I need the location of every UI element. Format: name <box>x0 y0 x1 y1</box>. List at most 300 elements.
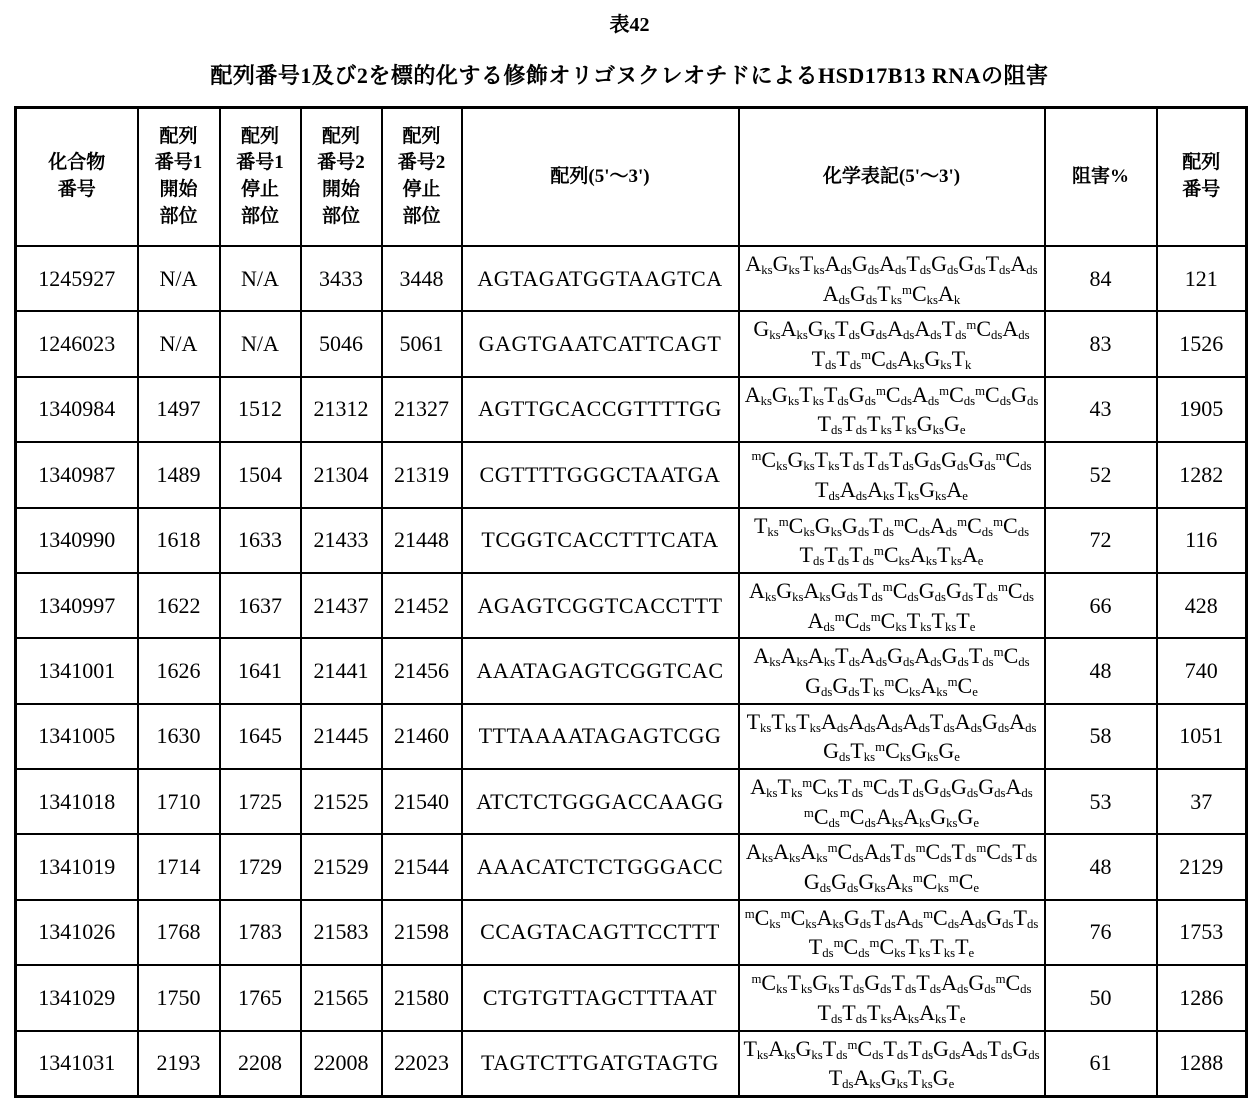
chemistry-token: $T_{ks}$ <box>891 411 917 438</box>
chemistry-token: $T_{ds}$ <box>838 774 864 801</box>
seq1-stop-cell: 1729 <box>220 834 301 899</box>
chemistry-token: $^mC_{ks}$ <box>744 904 781 931</box>
seq1-stop-cell: 1633 <box>220 508 301 573</box>
header-sequence: 配列(5'〜3') <box>462 108 739 247</box>
chemistry-token: $T_{ks}$ <box>777 774 803 801</box>
chemistry-token: $A_{ds}$ <box>859 643 888 670</box>
chemistry-token: $T_{ks}$ <box>930 934 956 961</box>
chemistry-token: $G_{ks}$ <box>919 476 947 503</box>
seq2-stop-cell: 21540 <box>382 769 462 834</box>
chemistry-token: $T_e$ <box>956 607 976 634</box>
chemistry-token: $G_{ds}$ <box>945 577 974 605</box>
seq2-start-cell: 21433 <box>301 508 382 573</box>
chemistry-token: $^mC_e$ <box>947 672 978 700</box>
chemistry-token: $A_{ds}$ <box>879 251 907 278</box>
table-row <box>16 900 1247 965</box>
chemistry-token: $^mC_{ks}$ <box>869 934 906 961</box>
chemistry-token: $T_{ks}$ <box>787 970 813 997</box>
seq1-start-cell: 1626 <box>138 638 220 703</box>
chemistry-cell <box>739 769 1045 834</box>
chemistry-token: $A_{ks}$ <box>897 346 925 373</box>
chemistry-token: $^mC_{ks}$ <box>778 512 815 539</box>
table-row <box>16 246 1247 311</box>
chemistry-token: $G_{ds}$ <box>849 280 878 307</box>
header-compound-number: 化合物 番号 <box>16 108 138 247</box>
chemistry-token: $G_{ds}$ <box>941 643 969 670</box>
seq-id-cell: 740 <box>1157 638 1247 703</box>
inhibition-cell: 72 <box>1045 508 1157 573</box>
header-row <box>16 108 1247 247</box>
chemistry-token: $^mC_{ds}$ <box>839 803 876 830</box>
seq-id-cell: 2129 <box>1157 834 1247 899</box>
sequence-cell: CGTTTTGGGCTAATGA <box>462 442 739 507</box>
table-subtitle: 配列番号1及び2を標的化する修飾オリゴヌクレオチドによるHSD17B13 RNAの阻害 <box>210 63 1049 88</box>
compound-number-cell: 1341001 <box>16 638 138 703</box>
chemistry-token: $T_{ds}$ <box>869 512 894 539</box>
chemistry-token: $T_{ds}$ <box>811 346 837 373</box>
chemistry-token: $A_{ks}$ <box>780 316 808 343</box>
chemistry-token: $A_{ds}$ <box>895 904 924 931</box>
chemistry-token: $T_{ds}$ <box>871 904 896 931</box>
sequence-cell: AGTTGCACCGTTTTGG <box>462 377 739 442</box>
chemistry-token: $G_{ks}$ <box>795 1035 823 1062</box>
inhibition-cell: 76 <box>1045 900 1157 965</box>
chemistry-token: $A_{ks}$ <box>885 869 913 896</box>
chemistry-token: $G_{ks}$ <box>776 577 804 605</box>
seq1-start-cell: 1630 <box>138 704 220 769</box>
chemistry-token: $G_{ds}$ <box>887 643 915 670</box>
chemistry-token: $^mC_{ds}$ <box>833 934 870 961</box>
table-number-title: 表42 <box>609 14 650 36</box>
inhibition-cell: 48 <box>1045 638 1157 703</box>
chemistry-token: $T_{ds}$ <box>822 1035 848 1062</box>
chemistry-token: $A_{ds}$ <box>1005 774 1033 801</box>
chemistry-token: $T_e$ <box>955 934 975 961</box>
chemistry-token: $T_{ds}$ <box>951 839 977 866</box>
chemistry-token: $T_{ds}$ <box>890 839 916 866</box>
chemistry-token: $A_{ds}$ <box>1010 251 1038 278</box>
chemistry-token: $A_{ks}$ <box>807 643 836 670</box>
chemistry-token: $T_{ds}$ <box>883 1035 909 1062</box>
compound-number-cell: 1341005 <box>16 704 138 769</box>
inhibition-cell: 43 <box>1045 377 1157 442</box>
chemistry-token: $^mC_{ks}$ <box>802 774 839 801</box>
seq2-start-cell: 22008 <box>301 1031 382 1097</box>
chemistry-token: $T_{ks}$ <box>796 708 821 735</box>
seq1-start-cell: N/A <box>138 311 220 376</box>
compound-number-cell: 1341026 <box>16 900 138 965</box>
seq2-start-cell: 21441 <box>301 638 382 703</box>
header-seq2-stop-site: 配列 番号2 停止 部位 <box>382 108 462 247</box>
seq1-stop-cell: 1645 <box>220 704 301 769</box>
chemistry-token: $A_{ks}$ <box>773 839 801 866</box>
chemistry-token: $G_{ds}$ <box>851 251 880 278</box>
chemistry-token: $A_{ds}$ <box>824 251 852 278</box>
chemistry-token: $A_{ds}$ <box>914 643 942 670</box>
seq-id-cell: 37 <box>1157 769 1247 834</box>
chemistry-token: $A_{ds}$ <box>959 904 987 931</box>
chemistry-token: $G_{ks}$ <box>916 411 944 438</box>
chemistry-token: $T_{ds}$ <box>1013 904 1039 931</box>
chemistry-token: $^mC_{ds}$ <box>998 577 1034 605</box>
chemistry-token: $A_{ks}$ <box>768 1035 796 1062</box>
seq2-stop-cell: 22023 <box>382 1031 462 1097</box>
inhibition-cell: 66 <box>1045 573 1157 638</box>
seq2-stop-cell: 21598 <box>382 900 462 965</box>
seq2-stop-cell: 5061 <box>382 311 462 376</box>
chemistry-token: $A_{ds}$ <box>807 607 835 634</box>
chemistry-token: $T_{ks}$ <box>814 447 840 474</box>
chemistry-token: $G_{ks}$ <box>787 447 815 474</box>
chemistry-token: $G_{ds}$ <box>931 251 959 278</box>
seq1-stop-cell: 1512 <box>220 377 301 442</box>
seq2-stop-cell: 21544 <box>382 834 462 899</box>
compound-number-cell: 1340990 <box>16 508 138 573</box>
chemistry-token: $G_{ks}$ <box>771 381 800 408</box>
table-row <box>16 377 1247 442</box>
chemistry-token: $T_{ds}$ <box>817 411 843 438</box>
inhibition-cell: 50 <box>1045 965 1157 1030</box>
chemistry-token: $T_{ks}$ <box>894 476 920 503</box>
chemistry-token: $^mC_{ks}$ <box>870 607 907 634</box>
chemistry-token: $A_{ds}$ <box>887 316 915 343</box>
chemistry-token: $T_{ks}$ <box>859 672 885 700</box>
seq2-start-cell: 21312 <box>301 377 382 442</box>
compound-number-cell: 1341029 <box>16 965 138 1030</box>
chemistry-token: $G_{ds}$ <box>981 708 1010 735</box>
chemistry-token: $A_{ds}$ <box>820 708 849 735</box>
seq1-start-cell: 1622 <box>138 573 220 638</box>
chemistry-token: $A_{ds}$ <box>960 1035 988 1062</box>
chemistry-token: $T_{ds}$ <box>849 542 874 569</box>
chemistry-token: $T_{ds}$ <box>839 970 865 997</box>
chemistry-token: $^mC_{ds}$ <box>993 512 1030 539</box>
seq-id-cell: 1286 <box>1157 965 1247 1030</box>
sequence-cell: TCGGTCACCTTTCATA <box>462 508 739 573</box>
chemistry-token: $T_{ks}$ <box>905 934 931 961</box>
seq-id-cell: 1753 <box>1157 900 1247 965</box>
chemistry-token: $G_{ds}$ <box>841 512 870 539</box>
chemistry-token: $A_{ds}$ <box>875 708 903 735</box>
chemistry-token: $A_{ks}$ <box>853 1065 881 1092</box>
chemistry-token: $A_{ds}$ <box>848 708 876 735</box>
seq1-stop-cell: N/A <box>220 246 301 311</box>
chemistry-token: $^mC_{ds}$ <box>966 316 1003 343</box>
chemistry-token: $T_{ds}$ <box>828 1065 854 1092</box>
chemistry-token: $A_{ks}$ <box>753 643 781 670</box>
chemistry-token: $^mC_{ds}$ <box>847 1035 884 1062</box>
seq1-stop-cell: 1765 <box>220 965 301 1030</box>
sequence-cell: TTTAAAATAGAGTCGG <box>462 704 739 769</box>
chemistry-token: $A_{ks}$ <box>745 839 774 866</box>
seq-id-cell: 1282 <box>1157 442 1247 507</box>
chemistry-token: $^mC_{ds}$ <box>993 643 1030 670</box>
chemistry-token: $T_{ds}$ <box>985 251 1011 278</box>
chemistry-token: $^mC_{ds}$ <box>923 904 960 931</box>
chemistry-token: $G_e$ <box>938 738 960 765</box>
chemistry-token: $T_{ds}$ <box>823 381 849 408</box>
chemistry-token: $G_{ds}$ <box>830 577 858 605</box>
seq-id-cell: 428 <box>1157 573 1247 638</box>
chemistry-token: $T_{ds}$ <box>889 447 914 474</box>
chemistry-token: $T_{ks}$ <box>877 280 903 307</box>
chemistry-token: $^mC_{ks}$ <box>751 970 788 997</box>
inhibition-cell: 52 <box>1045 442 1157 507</box>
chemistry-token: $T_{ds}$ <box>842 999 868 1026</box>
chemistry-token: $^mC_{ks}$ <box>751 447 788 474</box>
header-seq-id-number: 配列 番号 <box>1157 108 1247 247</box>
chemistry-token: $T_{ds}$ <box>817 999 843 1026</box>
chemistry-token: $^mC_{ks}$ <box>780 904 817 931</box>
chemistry-token: $T_e$ <box>946 999 966 1026</box>
seq1-start-cell: 1618 <box>138 508 220 573</box>
seq2-stop-cell: 21327 <box>382 377 462 442</box>
chemistry-token: $T_{ks}$ <box>799 381 824 408</box>
seq-id-cell: 1526 <box>1157 311 1247 376</box>
table-row <box>16 1031 1247 1097</box>
table-row <box>16 573 1247 638</box>
chemistry-token: $A_{ks}$ <box>803 577 831 605</box>
compound-number-cell: 1341018 <box>16 769 138 834</box>
chemistry-token: $G_{ds}$ <box>968 970 996 997</box>
chemistry-token: $^mC_{ds}$ <box>995 447 1032 474</box>
sequence-cell: GAGTGAATCATTCAGT <box>462 311 739 376</box>
chemistry-cell <box>739 834 1045 899</box>
chemistry-token: $T_{ks}$ <box>850 738 876 765</box>
chemistry-cell <box>739 573 1045 638</box>
chemistry-cell <box>739 965 1045 1030</box>
chemistry-token: $G_{ds}$ <box>848 381 876 408</box>
seq2-start-cell: 21445 <box>301 704 382 769</box>
seq2-start-cell: 21304 <box>301 442 382 507</box>
inhibition-cell: 61 <box>1045 1031 1157 1097</box>
chemistry-token: $G_{ds}$ <box>978 774 1006 801</box>
chemistry-token: $G_{ds}$ <box>968 447 996 474</box>
chemistry-token: $A_{ks}$ <box>920 672 948 700</box>
sequence-cell: ATCTCTGGGACCAAGG <box>462 769 739 834</box>
seq1-stop-cell: 1641 <box>220 638 301 703</box>
seq2-start-cell: 3433 <box>301 246 382 311</box>
chemistry-token: $T_{ds}$ <box>808 934 834 961</box>
chemistry-token: $G_{ds}$ <box>913 447 942 474</box>
chemistry-token: $T_{ks}$ <box>867 999 892 1026</box>
chemistry-token: $T_{ds}$ <box>824 542 850 569</box>
chemistry-token: $G_{ks}$ <box>814 512 842 539</box>
seq1-start-cell: N/A <box>138 246 220 311</box>
table-row <box>16 834 1247 899</box>
chemistry-token: $G_{ks}$ <box>807 316 836 343</box>
chemistry-token: $^mC_{ks}$ <box>884 672 921 700</box>
chemistry-token: $A_{ks}$ <box>867 476 895 503</box>
chemistry-token: $T_{ds}$ <box>929 708 955 735</box>
chemistry-token: $T_{ds}$ <box>835 316 860 343</box>
sequence-cell: TAGTCTTGATGTAGTG <box>462 1031 739 1097</box>
sequence-cell: CCAGTACAGTTCCTTT <box>462 900 739 965</box>
compound-number-cell: 1340997 <box>16 573 138 638</box>
chemistry-token: $T_k$ <box>951 346 972 373</box>
chemistry-token: $G_{ks}$ <box>772 251 800 278</box>
seq2-stop-cell: 21460 <box>382 704 462 769</box>
seq-id-cell: 1051 <box>1157 704 1247 769</box>
chemistry-token: $G_{ds}$ <box>941 447 969 474</box>
chemistry-token: $T_{ks}$ <box>906 607 932 634</box>
chemistry-token: $T_{ds}$ <box>973 577 998 605</box>
chemistry-token: $G_{ks}$ <box>858 869 886 896</box>
chemistry-token: $^mC_{ds}$ <box>803 803 840 830</box>
chemistry-token: $T_{ds}$ <box>815 476 840 503</box>
chemistry-token: $A_{ks}$ <box>780 643 808 670</box>
sequence-cell: CTGTGTTAGCTTTAAT <box>462 965 739 1030</box>
chemistry-cell <box>739 442 1045 507</box>
chemistry-token: $A_k$ <box>937 280 961 307</box>
chemistry-token: $T_{ks}$ <box>867 411 892 438</box>
chemistry-token: $T_{ks}$ <box>743 1035 769 1062</box>
inhibition-cell: 84 <box>1045 246 1157 311</box>
header-seq2-start-site: 配列 番号2 開始 部位 <box>301 108 382 247</box>
table-row <box>16 311 1247 376</box>
seq1-stop-cell: 1504 <box>220 442 301 507</box>
chemistry-token: $^mC_{ks}$ <box>875 738 912 765</box>
compound-number-cell: 1341019 <box>16 834 138 899</box>
compound-number-cell: 1341031 <box>16 1031 138 1097</box>
chemistry-token: $G_{ks}$ <box>753 316 781 343</box>
chemistry-token: $G_{ds}$ <box>923 774 952 801</box>
chemistry-token: $G_{ds}$ <box>958 251 986 278</box>
chemistry-token: $A_{ks}$ <box>749 577 777 605</box>
chemistry-token: $^mC_{ks}$ <box>912 869 949 896</box>
chemistry-token: $A_{ks}$ <box>800 839 828 866</box>
chemistry-token: $^mC_{ds}$ <box>827 839 864 866</box>
chemistry-token: $A_{ks}$ <box>745 251 773 278</box>
chemistry-token: $A_e$ <box>946 476 968 503</box>
chemistry-token: $G_e$ <box>943 411 966 438</box>
chemistry-token: $^mC_{ks}$ <box>902 280 938 307</box>
compound-number-cell: 1246023 <box>16 311 138 376</box>
chemistry-token: $^mC_{ds}$ <box>893 512 930 539</box>
seq1-stop-cell: 1783 <box>220 900 301 965</box>
seq1-stop-cell: 1725 <box>220 769 301 834</box>
chemistry-token: $A_{ks}$ <box>816 904 844 931</box>
chemistry-token: $G_{ks}$ <box>924 346 952 373</box>
oligonucleotide-table <box>14 106 1248 1098</box>
seq2-stop-cell: 21580 <box>382 965 462 1030</box>
chemistry-cell <box>739 246 1045 311</box>
chemistry-token: $T_{ds}$ <box>1012 839 1038 866</box>
chemistry-token: $T_{ds}$ <box>916 970 942 997</box>
table-row <box>16 965 1247 1030</box>
seq1-start-cell: 1714 <box>138 834 220 899</box>
chemistry-token: $G_{ds}$ <box>1011 381 1039 408</box>
inhibition-cell: 53 <box>1045 769 1157 834</box>
header-chemical-notation: 化学表記(5'〜3') <box>739 108 1045 247</box>
seq2-stop-cell: 21319 <box>382 442 462 507</box>
chemistry-token: $^mC_{ds}$ <box>875 381 912 408</box>
chemistry-token: $A_{ds}$ <box>954 708 982 735</box>
seq2-start-cell: 21583 <box>301 900 382 965</box>
chemistry-token: $^mC_{ds}$ <box>939 381 976 408</box>
seq1-start-cell: 1710 <box>138 769 220 834</box>
chemistry-token: $T_{ks}$ <box>771 708 797 735</box>
chemistry-cell <box>739 900 1045 965</box>
table-body <box>16 246 1247 1096</box>
table-row <box>16 442 1247 507</box>
seq1-start-cell: 2193 <box>138 1031 220 1097</box>
chemistry-token: $^mC_{ds}$ <box>995 970 1032 997</box>
chemistry-cell <box>739 377 1045 442</box>
chemistry-cell <box>739 1031 1045 1097</box>
chemistry-token: $A_{ks}$ <box>744 381 772 408</box>
chemistry-token: $G_{ds}$ <box>951 774 979 801</box>
inhibition-cell: 83 <box>1045 311 1157 376</box>
chemistry-token: $T_{ks}$ <box>799 251 825 278</box>
chemistry-token: $G_{ds}$ <box>843 904 872 931</box>
chemistry-token: $A_{ds}$ <box>929 512 958 539</box>
seq-id-cell: 121 <box>1157 246 1247 311</box>
table-row <box>16 704 1247 769</box>
chemistry-token: $A_e$ <box>961 542 984 569</box>
chemistry-token: $^mC_e$ <box>948 869 980 896</box>
inhibition-cell: 58 <box>1045 704 1157 769</box>
chemistry-token: $T_{ks}$ <box>753 512 779 539</box>
seq2-start-cell: 5046 <box>301 311 382 376</box>
seq-id-cell: 1905 <box>1157 377 1247 442</box>
chemistry-token: $A_{ds}$ <box>863 839 891 866</box>
chemistry-token: $A_{ks}$ <box>875 803 904 830</box>
seq2-start-cell: 21529 <box>301 834 382 899</box>
chemistry-token: $A_{ks}$ <box>750 774 778 801</box>
chemistry-token: $A_{ds}$ <box>902 708 930 735</box>
chemistry-token: $^mC_{ds}$ <box>834 607 871 634</box>
header-seq1-stop-site: 配列 番号1 停止 部位 <box>220 108 301 247</box>
chemistry-token: $T_{ds}$ <box>842 411 868 438</box>
chemistry-token: $T_{ds}$ <box>836 346 862 373</box>
table-row <box>16 508 1247 573</box>
sequence-cell: AAACATCTCTGGGACC <box>462 834 739 899</box>
chemistry-token: $A_{ds}$ <box>911 381 940 408</box>
seq2-stop-cell: 21448 <box>382 508 462 573</box>
chemistry-token: $G_{ds}$ <box>831 869 859 896</box>
seq2-start-cell: 21437 <box>301 573 382 638</box>
table-row <box>16 638 1247 703</box>
header-seq1-start-site: 配列 番号1 開始 部位 <box>138 108 220 247</box>
chemistry-token: $G_{ds}$ <box>859 316 888 343</box>
chemistry-token: $^mC_{ds}$ <box>861 346 898 373</box>
chemistry-token: $A_{ks}$ <box>909 542 938 569</box>
chemistry-token: $G_e$ <box>957 803 980 830</box>
chemistry-token: $A_{ks}$ <box>891 999 920 1026</box>
chemistry-token: $A_{ds}$ <box>822 280 850 307</box>
seq2-stop-cell: 21452 <box>382 573 462 638</box>
chemistry-token: $^mC_{ds}$ <box>957 512 994 539</box>
chemistry-token: $G_{ds}$ <box>805 672 833 700</box>
chemistry-token: $G_{ks}$ <box>812 970 840 997</box>
chemistry-token: $A_{ds}$ <box>1009 708 1037 735</box>
compound-number-cell: 1245927 <box>16 246 138 311</box>
chemistry-token: $T_{ds}$ <box>891 970 917 997</box>
chemistry-token: $^mC_{ds}$ <box>915 839 952 866</box>
seq1-stop-cell: 2208 <box>220 1031 301 1097</box>
chemistry-token: $T_{ds}$ <box>799 542 825 569</box>
chemistry-token: $T_{ds}$ <box>857 577 883 605</box>
chemistry-token: $G_{ds}$ <box>803 869 832 896</box>
chemistry-token: $T_{ks}$ <box>746 708 772 735</box>
chemistry-token: $^mC_{ks}$ <box>873 542 910 569</box>
chemistry-token: $T_{ds}$ <box>941 316 967 343</box>
chemistry-token: $T_{ks}$ <box>907 1065 933 1092</box>
seq1-start-cell: 1768 <box>138 900 220 965</box>
chemistry-cell <box>739 704 1045 769</box>
chemistry-token: $T_{ds}$ <box>908 1035 934 1062</box>
